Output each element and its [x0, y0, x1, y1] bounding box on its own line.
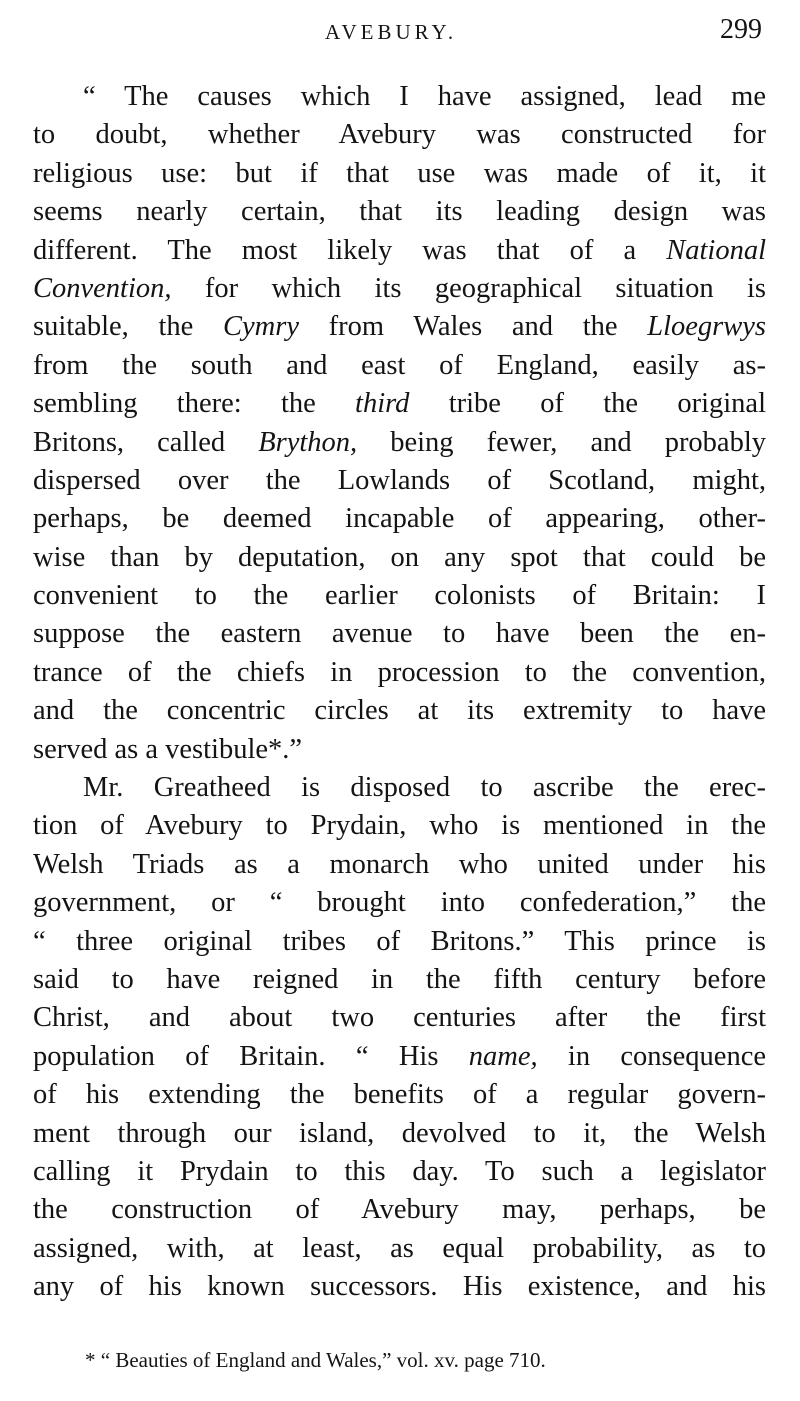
text-line — [33, 654, 766, 692]
text-line — [33, 1076, 766, 1114]
italic-text: name, — [468, 1040, 538, 1072]
text-line — [33, 116, 766, 154]
text-line — [33, 769, 766, 807]
text-run: trance of the chiefs in procession to the convention, — [33, 656, 766, 688]
text-line — [33, 1191, 766, 1229]
text-run: “ three original tribes of Britons.” This prince is — [33, 925, 766, 957]
text-run: for which its geographical situation is — [171, 272, 766, 304]
text-line — [33, 232, 766, 270]
running-title: AVEBURY. — [325, 20, 458, 44]
italic-text: Convention, — [33, 272, 172, 304]
italic-text: Lloegrwys — [647, 311, 766, 343]
italic-text: Cymry — [222, 311, 299, 343]
text-line — [33, 999, 766, 1037]
text-run: seems nearly certain, that its leading design was — [33, 196, 766, 228]
text-run: of his extending the benefits of a regular govern- — [33, 1079, 766, 1111]
page-number: 299 — [720, 14, 762, 45]
text-run: and the concentric circles at its extremity to have — [33, 695, 766, 727]
text-run: served as a vestibule*.” — [33, 733, 303, 765]
text-run: “ The causes which I have assigned, lead me — [83, 81, 766, 112]
text-run: government, or “ brought into confederation,” the — [33, 887, 766, 919]
text-line — [33, 807, 766, 845]
text-run: calling it Prydain to this day. To such a legislator — [33, 1155, 766, 1187]
text-run: religious use: but if that use was made of it, it — [33, 157, 766, 189]
text-run: said to have reigned in the fifth century before — [33, 963, 766, 995]
text-line — [33, 270, 766, 308]
text-run: any of his known successors. His existence, and his — [33, 1271, 766, 1303]
text-run: dispersed over the Lowlands of Scotland, might, — [33, 464, 766, 496]
text-run: tion of Avebury to Prydain, who is mentioned in the — [33, 810, 766, 842]
text-line — [33, 462, 766, 500]
text-run: in consequence — [537, 1040, 766, 1072]
text-run: Mr. Greatheed is disposed to ascribe the erec- — [83, 772, 766, 804]
text-line — [33, 347, 766, 385]
text-line — [33, 1230, 766, 1268]
text-line — [33, 193, 766, 231]
text-line — [33, 692, 766, 730]
italic-text: National — [666, 234, 766, 266]
italic-text: third — [355, 388, 410, 420]
text-line — [33, 1038, 766, 1076]
text-line — [33, 1268, 766, 1306]
text-run: Welsh Triads as a monarch who united under his — [33, 848, 766, 880]
text-line — [33, 1115, 766, 1153]
text-run: Britons, called — [33, 426, 259, 458]
text-line — [33, 846, 766, 884]
text-line — [33, 1153, 766, 1191]
text-run: different. The most likely was that of a — [33, 234, 667, 266]
text-run: being fewer, and probably — [357, 426, 766, 458]
text-run: suitable, the — [33, 311, 223, 343]
text-line — [33, 424, 766, 462]
text-run: Christ, and about two centuries after the first — [33, 1002, 766, 1034]
text-line — [33, 884, 766, 922]
text-line — [33, 731, 766, 769]
text-line — [33, 308, 766, 346]
page-header — [0, 14, 800, 54]
text-line — [33, 923, 766, 961]
text-line — [33, 961, 766, 999]
text-run: convenient to the earlier colonists of Britain: I — [33, 580, 766, 612]
text-line — [33, 155, 766, 193]
text-run: wise than by deputation, on any spot that could be — [33, 541, 766, 573]
text-run: from the south and east of England, easily as- — [33, 349, 766, 381]
text-line — [33, 385, 766, 423]
text-run: from Wales and the — [298, 311, 648, 343]
footnote: * “ Beauties of England and Wales,” vol. xv. page 710. — [85, 1348, 546, 1372]
text-run: suppose the eastern avenue to have been the en- — [33, 618, 766, 650]
text-line — [33, 78, 766, 116]
text-run: perhaps, be deemed incapable of appearing, other- — [33, 503, 766, 535]
text-run: population of Britain. “ His — [33, 1040, 469, 1072]
text-run: tribe of the original — [409, 388, 766, 420]
text-line — [33, 615, 766, 653]
text-run: assigned, with, at least, as equal probability, as to — [33, 1232, 766, 1264]
text-run: sembling there: the — [33, 388, 356, 420]
text-run: ment through our island, devolved to it, the Welsh — [33, 1117, 766, 1149]
text-line — [33, 539, 766, 577]
text-run: to doubt, whether Avebury was constructed for — [33, 119, 766, 151]
text-line — [33, 500, 766, 538]
text-run: the construction of Avebury may, perhaps, be — [33, 1194, 766, 1226]
italic-text: Brython, — [258, 426, 358, 458]
body-text — [33, 78, 766, 1307]
text-line — [33, 577, 766, 615]
